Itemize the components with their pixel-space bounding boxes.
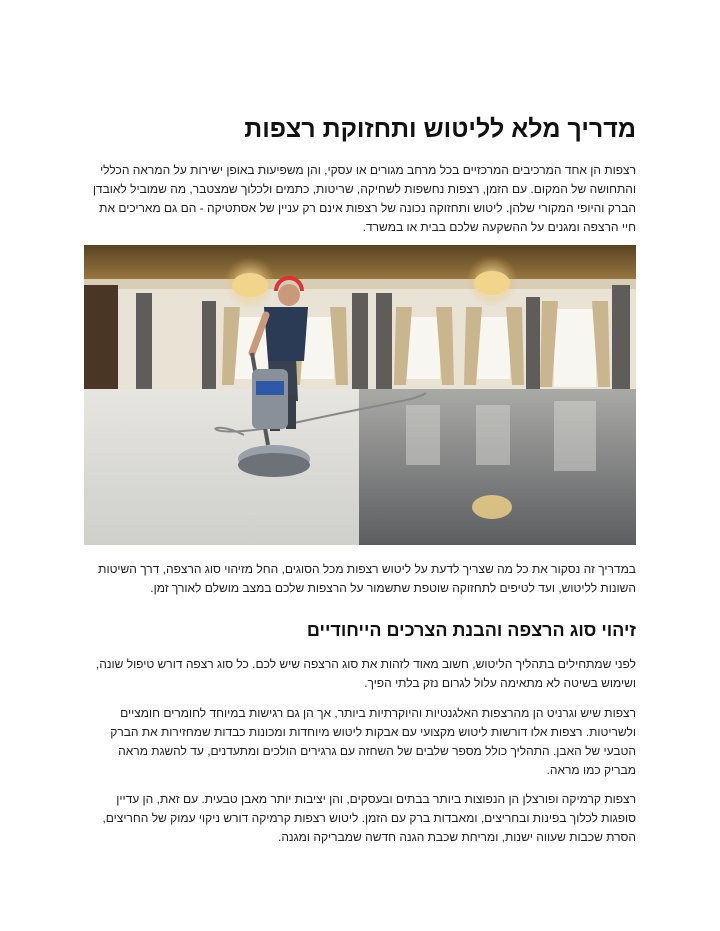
overview-paragraph: במדריך זה נסקור את כל מה שצריך לדעת על ליטוש רצפות מכל הסוגים, החל מזיהוי סוג הרצפה, דרך השיטות השונות לליטוש, ועד לטיפים לתחזוקה שוטפת שתשמור על הרצפות שלכם במצב מושלם לאורך זמן. bbox=[98, 562, 636, 595]
ceramic-porcelain-paragraph: רצפות קרמיקה ופורצלן הן הנפוצות ביותר בבתים ובעסקים, והן יציבות יותר מאבן טבעית. עם זאת, הן עדיין סופגות לכלוך בפינות ובחריצים, ומאבדות ברק עם הזמן. ליטוש רצפות קרמיקה דורש ניקוי עמוק של החריצים, הסרת שכבות שעווה ישנות, ומריחת שכבת הגנה חדשה שמבריקה ומגנה. bbox=[102, 792, 636, 844]
floor-polishing-illustration bbox=[84, 245, 636, 545]
intro-paragraph: רצפות הן אחד המרכיבים המרכזיים בכל מרחב מגורים או עסקי, והן משפיעות באופן ישירות על המראה הכללי והתחושה של המקום. עם הזמן, רצפות נחשפות לשחיקה, שריטות, כתמים ולכלוך שמצטבר, מה שמוביל לאובדן הברק והיופי המקורי שלהן. ליטוש ותחזוקה נכונה של רצפות אינם רק עניין של אסתטיקה - הם גם מאריכים את חיי הרצפה ומגנים על ההשקעה שלכם בבית או במשרד. bbox=[92, 163, 636, 234]
marble-granite-paragraph: רצפות שיש וגרניט הן מהרצפות האלגנטיות והיוקרתיות ביותר, אך הן גם רגישות במיוחד לחומרים חומציים ולשריטות. רצפות אלו דורשות ליטוש מקצועי עם אבקות ליטוש מיוחדות ומכונות כבדות שמחזירות את הברק הטבעי של האבן. התהליך כולל מספר שלבים של השחזה עם גרגירים הולכים ומתעדנים, עד להשגת מראה מבריק כמו מראה. bbox=[110, 706, 636, 777]
section-heading: זיהוי סוג הרצפה והבנת הצרכים הייחודיים bbox=[306, 620, 636, 640]
section-intro-paragraph: לפני שמתחילים בתהליך הליטוש, חשוב מאוד לזהות את סוג הרצפה שיש לכם. כל סוג רצפה דורש טיפול שונה, ושימוש בשיטה לא מתאימה עלול לגרום נזק בלתי הפיך. bbox=[95, 657, 636, 690]
page-title: מדריך מלא לליטוש ותחזוקת רצפות bbox=[244, 115, 636, 143]
ceiling-cornice bbox=[84, 279, 636, 289]
hero-image bbox=[84, 245, 636, 545]
doorway bbox=[84, 285, 118, 389]
